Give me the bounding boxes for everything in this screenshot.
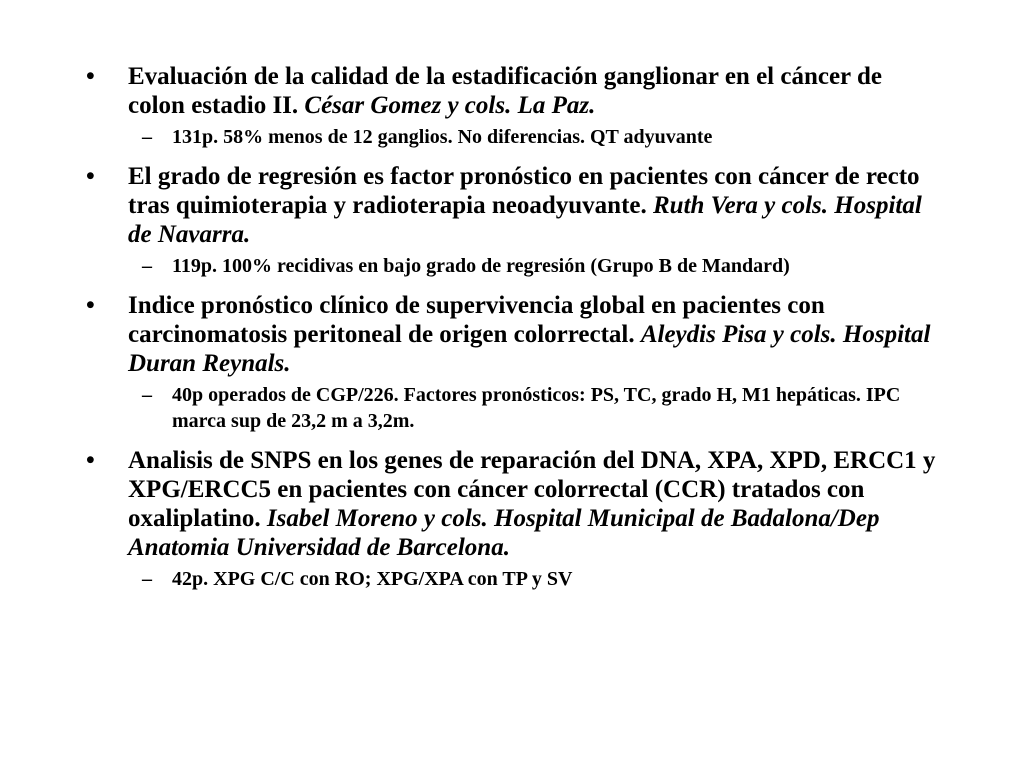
- sub-list: [128, 566, 944, 592]
- dash-icon: –: [142, 126, 152, 148]
- bullet-citation: César Gomez y cols. La Paz.: [304, 92, 596, 119]
- sub-item-text: 131p. 58% menos de 12 ganglios. No diferencias. QT adyuvante: [172, 126, 713, 148]
- bullet-icon: •: [86, 447, 95, 474]
- bullet-text: Analisis de SNPS en los genes de reparación del DNA, XPA, XPD, ERCC1 y XPG/ERCC5 en pacientes con cáncer colorrectal (CCR) tratados con oxaliplatino.: [128, 447, 936, 532]
- bullet-icon: •: [86, 292, 95, 319]
- bullet-citation: Isabel Moreno y cols. Hospital Municipal de Badalona/Dep Anatomia Universidad de Barcelona.: [128, 505, 880, 561]
- bullet-item: [86, 62, 944, 150]
- sub-item-text: 40p operados de CGP/226. Factores pronósticos: PS, TC, grado H, M1 hepáticas. IPC marca sup de 23,2 m a 3,2m.: [172, 384, 901, 432]
- bullet-citation: Ruth Vera y cols. Hospital de Navarra.: [128, 192, 922, 248]
- sub-list: [128, 253, 944, 279]
- bullet-citation: Aleydis Pisa y cols. Hospital Duran Reynals.: [128, 321, 931, 377]
- sub-item: [128, 253, 944, 279]
- sub-item-text: 42p. XPG C/C con RO; XPG/XPA con TP y SV: [172, 568, 573, 590]
- sub-item: [128, 566, 944, 592]
- sub-list: [128, 382, 944, 434]
- bullet-text: El grado de regresión es factor pronóstico en pacientes con cáncer de recto tras quimioterapia y radioterapia neoadyuvante.: [128, 163, 920, 219]
- bullet-item: [86, 446, 944, 592]
- dash-icon: –: [142, 255, 152, 277]
- bullet-text: Indice pronóstico clínico de supervivencia global en pacientes con carcinomatosis peritoneal de origen colorrectal.: [128, 292, 825, 348]
- dash-icon: –: [142, 568, 152, 590]
- dash-icon: –: [142, 384, 152, 406]
- sub-item: [128, 124, 944, 150]
- sub-item-text: 119p. 100% recidivas en bajo grado de regresión (Grupo B de Mandard): [172, 255, 790, 277]
- bullet-list: [86, 62, 944, 592]
- sub-list: [128, 124, 944, 150]
- bullet-item: [86, 291, 944, 434]
- bullet-icon: •: [86, 163, 95, 190]
- sub-item: [128, 382, 944, 434]
- bullet-item: [86, 162, 944, 279]
- bullet-text: Evaluación de la calidad de la estadificación ganglionar en el cáncer de colon estadio II.: [128, 63, 882, 119]
- bullet-icon: •: [86, 63, 95, 90]
